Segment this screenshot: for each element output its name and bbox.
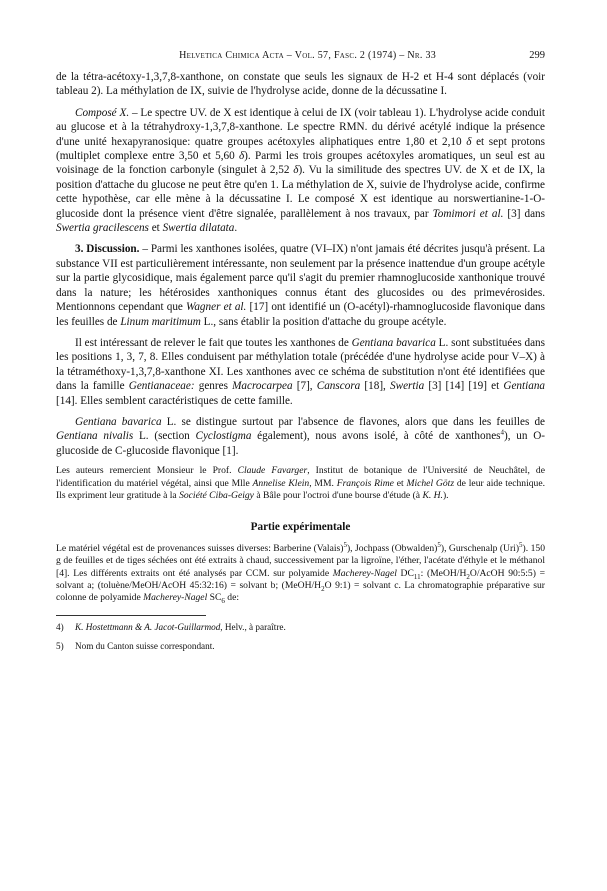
footnote-text: , Helv., à paraître.	[220, 621, 286, 632]
text: à Bâle pour l'octroi d'une bourse d'étude (à	[253, 489, 423, 501]
text: Le matériel végétal est de provenances suisses diverses: Barberine (Valais)	[56, 542, 344, 554]
footnote-ref: 5	[519, 540, 523, 549]
species-authority: L.	[166, 415, 177, 428]
text: de la tétra-acétoxy-1,3,7,8-xanthone, on constate que seuls les signaux de H-2 et H-4 sont déplacés (voir tableau 2). La méthylation de IX, suivie de l'hydrolyse acide, donne de la décussatine I.	[56, 71, 545, 98]
section-heading: 3. Discussion.	[75, 243, 140, 256]
paragraph-discussion	[56, 242, 545, 328]
subscript: 6	[221, 597, 225, 606]
text: [3] [14] [19] et	[424, 380, 504, 393]
text: – Parmi les xanthones isolées, quatre (VI–IX) n'ont jamais été décrites jusqu'à présent. La substance VII est particulièrement intéressante, non seulement par la présence inattendue d'un groupe acétyle sur la partie glycosidique, mais également parce qu'il s'agit du premier rhamnoglucoside xanthonique trouvé dans la nature; les hétérosides xanthoniques connus étant des glucosides ou des primevérosides. Mentionnons cependant que	[56, 243, 545, 314]
text: Les auteurs remercient Monsieur le Prof.	[56, 465, 238, 477]
text: (section	[148, 430, 196, 443]
family-name: Gentianaceae:	[128, 380, 195, 393]
text: .	[234, 222, 238, 235]
section-title: Partie expérimentale	[250, 521, 351, 534]
genus-name: Canscora	[316, 380, 361, 393]
compound-heading: Composé X.	[75, 106, 130, 119]
text: , Institut de botanique de l'Université de Neuchâtel, de l'identification du matériel végétal, ainsi que Mlle	[56, 465, 545, 489]
text: DC	[396, 567, 414, 579]
text: [3] dans	[503, 207, 545, 220]
footnote-text: Nom du Canton suisse correspondant.	[75, 640, 215, 651]
text: de leur aide technique. Ils expriment leur gratitude à la	[56, 477, 546, 501]
text: – Le spectre UV. de X est identique à celui de IX (voir tableau 1). L'hydrolyse acide conduit au glucose et à la tétrahydroxy-1,3,7,8-xanthone. Le spectre RMN. du dérivé acétylé indique la présence d'une unité hexapyranosique: quatre groupes acétoxyles aliphatiques entre 1,80 et 2,10	[56, 106, 545, 148]
footnote-ref: 4	[500, 428, 505, 437]
text: se distingue surtout par l'absence de flavones, alors que dans les feuilles de	[176, 415, 546, 428]
text: [14]. Elles semblent caractéristiques de cette famille.	[56, 394, 293, 407]
text: [18],	[360, 380, 391, 393]
paragraph-compound-x	[56, 106, 545, 236]
text: ). 150 g de feuilles et de tiges séchées ont été extraits à chaud, successivement par la ligroïne, l'éther, l'acétate d'éthyle et le méthanol [4]. Les différents extraits ont été analysés par CCM. sur polyamide	[56, 542, 545, 579]
text: et	[148, 222, 163, 235]
text: ). Vu la similitude des spectres UV. de X et de IX, la position d'attache du glucose ne peut être qu'en 1. La méthylation de X, suivie de l'hydrolyse acide, confirme cette hypothèse, car elle mène à la décussatine I. Le composé X est identique au norswertianine-1-O-glucoside dont la présence vient d'être signalée, parallèlement à nos travaux, par	[56, 164, 545, 220]
person-name: Claude Favarger	[237, 465, 308, 477]
text: et sept protons (multiplet complexe entre 3,50 et 5,60	[56, 135, 545, 163]
footnote	[56, 621, 545, 633]
text: ), Jochpass (Obwalden)	[346, 542, 438, 554]
text: sont substituées dans les positions 1, 3, 7, 8. Elles conduisent par méthylation totale (précédée d'une hydrolyse acide pour V–X) à la tétraméthoxy-1,3,7,8-xanthone XI. Les xanthones avec ce schéma de substitution n'ont été identifiées que dans la famille	[56, 336, 545, 393]
text: SC	[207, 592, 222, 604]
section-name: Cyclostigma	[195, 430, 252, 443]
running-title: Helvetica Chimica Acta – Vol. 57, Fasc. 2 (1974) – Nr. 33	[179, 50, 437, 61]
text: également), nous avons isolé, à côté de xanthones	[251, 430, 501, 443]
running-header	[56, 50, 545, 61]
paragraph-flavones	[56, 415, 545, 458]
text: ), Gurschenalp (Uri)	[440, 542, 520, 554]
species-authority: L.	[203, 315, 214, 328]
delta-symbol: δ	[293, 164, 299, 177]
text: ). Parmi les trois groupes acétoxyles aromatiques, un seul est au voisinage de la fonction carbonyle (singulet à 2,52	[56, 150, 545, 177]
author-citation: Tomimori et al.	[432, 207, 504, 220]
text: O/AcOH 90:5:5) = solvant a; (toluène/MeOH/AcOH 45:32:16) = solvant b; (MeOH/H	[56, 567, 546, 591]
text: de:	[224, 592, 239, 604]
footnote-ref: 5	[437, 540, 441, 549]
text: ).	[442, 489, 449, 501]
page-number: 299	[529, 50, 545, 61]
footnote-ref: 5	[343, 540, 347, 549]
subscript: 2	[466, 572, 470, 581]
footnote-divider	[56, 615, 206, 616]
person-name: Annelise Klein	[252, 477, 310, 489]
text: , sans établir la position d'attache du groupe acétyle.	[213, 315, 447, 328]
person-initials: K. H.	[422, 489, 443, 501]
text: [17] ont identifié un (O-acétyl)-rhamnoglucoside flavonique dans les feuilles de	[56, 301, 545, 328]
text: [7],	[292, 380, 317, 393]
supplier-name: Macherey-Nagel	[143, 592, 208, 604]
text: genres	[194, 380, 233, 393]
delta-symbol: δ	[238, 150, 245, 163]
genus-name: Macrocarpea	[232, 380, 293, 393]
subscript: 2	[321, 584, 325, 593]
acknowledgements	[56, 465, 545, 502]
paragraph-continued	[56, 70, 545, 99]
text: O 9:1) = solvant c. La chromatographie préparative sur colonne de polyamide	[56, 580, 545, 604]
species-authority: L.	[138, 430, 149, 443]
person-name: François Rime	[336, 477, 394, 489]
person-name: Michel Götz	[406, 477, 455, 489]
delta-symbol: δ	[466, 135, 472, 148]
species-name: Swertia dilatata	[162, 222, 235, 235]
text: : (MeOH/H	[420, 567, 467, 579]
author-citation: Wagner et al.	[186, 301, 247, 314]
species-authority: L.	[438, 336, 449, 349]
footnote-mark: 4)	[56, 621, 64, 632]
species-name: Swertia gracilescens	[56, 222, 149, 235]
subscript: 11	[413, 572, 421, 581]
experimental-paragraph	[56, 540, 546, 606]
genus-name: Gentiana	[503, 380, 546, 393]
supplier-name: Macherey-Nagel	[332, 567, 397, 579]
species-name: Gentiana bavarica	[75, 415, 162, 428]
text: , MM.	[309, 477, 337, 489]
text: ), un O-glucoside de C-glucoside flavonique [1].	[56, 430, 546, 457]
species-name: Gentiana nivalis	[56, 430, 134, 443]
text: et	[393, 477, 407, 489]
text: Il est intéressant de relever le fait que toutes les xanthones de	[75, 336, 352, 349]
footnote-authors: K. Hostettmann & A. Jacot-Guillarmod	[75, 621, 221, 632]
footnote	[56, 640, 545, 652]
footnote-mark: 5)	[56, 640, 64, 651]
species-name: Linum maritimum	[120, 315, 201, 328]
organization-name: Société Ciba-Geigy	[179, 489, 254, 501]
genus-name: Swertia	[390, 380, 425, 393]
species-name: Gentiana bavarica	[351, 336, 436, 349]
article-body	[56, 70, 545, 659]
paragraph-substitution	[56, 336, 545, 408]
